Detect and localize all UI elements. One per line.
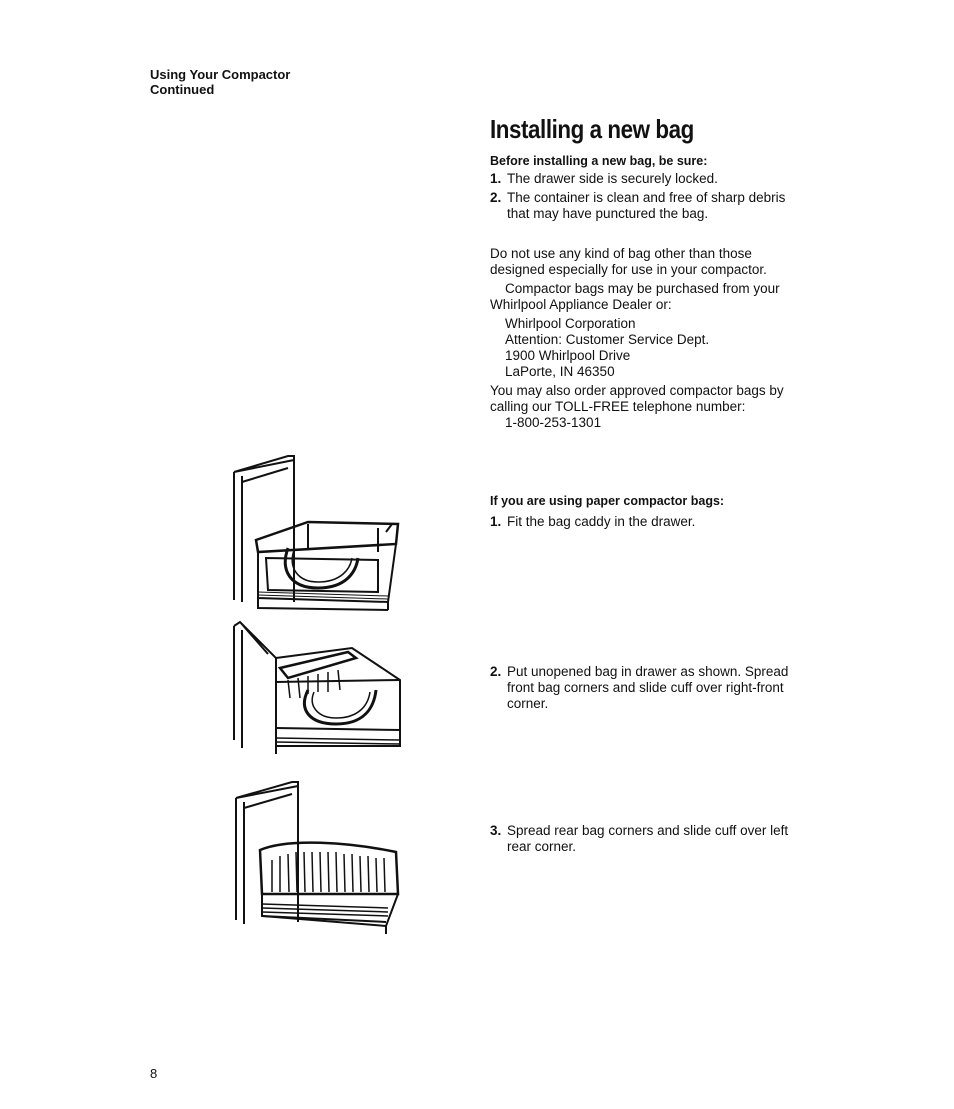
before-section (490, 154, 800, 225)
info-section (490, 246, 800, 431)
list-item (490, 190, 800, 222)
before-heading: Before installing a new bag, be sure: (490, 154, 708, 168)
rear-corners-drawing (228, 776, 408, 936)
list-item-number: 1. (490, 171, 502, 186)
info-paragraph-purchase: Compactor bags may be purchased from your Whirlpool Appliance Dealer or: (490, 281, 780, 312)
list-item (490, 171, 800, 187)
step-2-block (490, 664, 790, 715)
list-item-number: 2. (490, 190, 502, 205)
running-header-subtitle: Continued (150, 82, 215, 97)
step-text: Spread rear bag corners and slide cuff over left rear corner. (507, 823, 789, 854)
paper-bags-heading: If you are using paper compactor bags: (490, 494, 725, 508)
running-header-title: Using Your Compactor (150, 67, 291, 82)
list-item-text: The drawer side is securely locked. (507, 171, 718, 186)
step-3 (490, 823, 790, 855)
bag-caddy-drawing (228, 452, 408, 612)
illustration-rear-corners (228, 776, 408, 936)
address-block (490, 316, 800, 380)
step-number: 1. (490, 514, 502, 529)
page-number: 8 (150, 1066, 158, 1081)
step-2 (490, 664, 790, 712)
list-item-text: The container is clean and free of sharp debris that may have punctured the bag. (507, 190, 786, 221)
step-1 (490, 514, 800, 530)
step-text: Put unopened bag in drawer as shown. Spread front bag corners and slide cuff over right-front corner. (507, 664, 789, 711)
address-line: Whirlpool Corporation (505, 316, 636, 331)
step-3-block (490, 823, 790, 858)
before-list (490, 171, 800, 222)
address-line: Attention: Customer Service Dept. (505, 332, 710, 347)
info-paragraph-order: You may also order approved compactor bags by calling our TOLL-FREE telephone number: (490, 383, 784, 414)
page-title: Installing a new bag (490, 114, 694, 144)
illustration-bag-in-drawer (228, 618, 408, 758)
running-header (150, 67, 290, 97)
info-paragraph-bag-type: Do not use any kind of bag other than those designed especially for use in your compactor. (490, 246, 767, 277)
step-number: 3. (490, 823, 502, 838)
bag-in-drawer-drawing (228, 618, 408, 758)
paper-bags-section (490, 494, 800, 533)
illustration-bag-caddy (228, 452, 408, 612)
step-list (490, 514, 800, 530)
step-number: 2. (490, 664, 502, 679)
step-text: Fit the bag caddy in the drawer. (507, 514, 696, 529)
address-line: LaPorte, IN 46350 (505, 364, 615, 379)
address-line: 1900 Whirlpool Drive (505, 348, 631, 363)
phone-number: 1-800-253-1301 (505, 415, 602, 430)
